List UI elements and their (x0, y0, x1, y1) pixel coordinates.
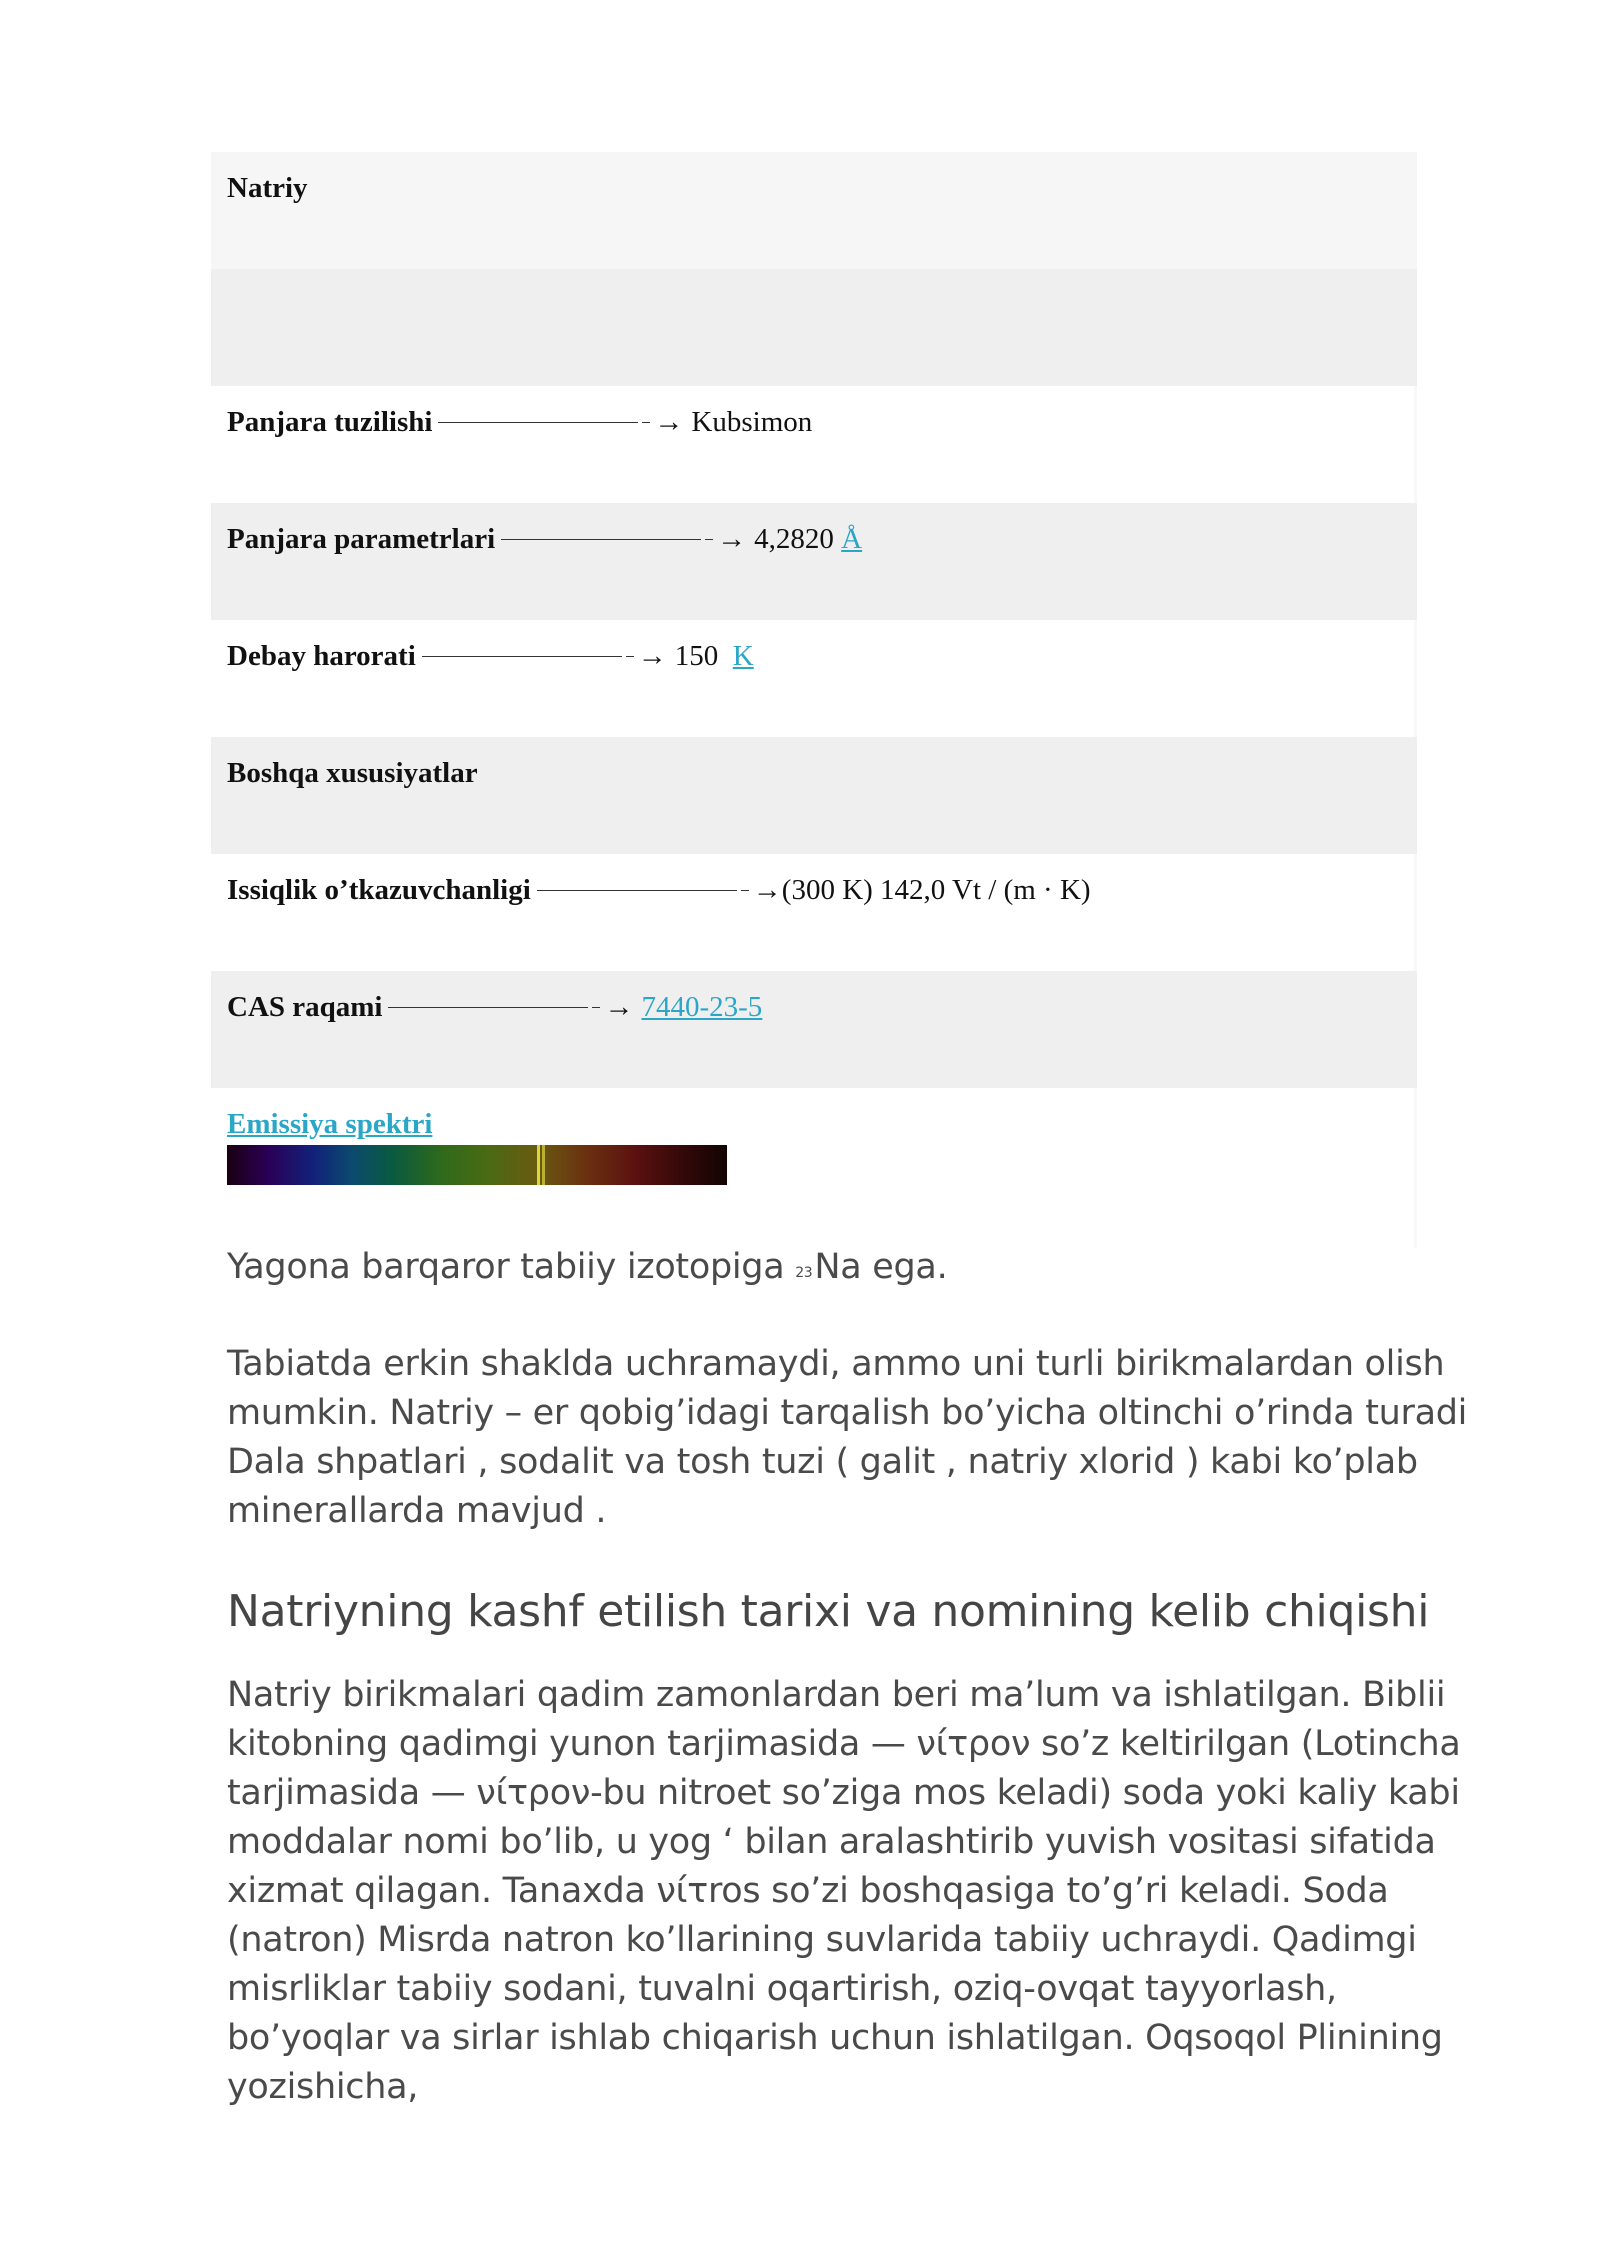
leader-line (438, 422, 638, 423)
cas-row (211, 971, 1417, 1088)
emission-spectrum-link[interactable]: Emissiya spektri (227, 1108, 433, 1140)
debye-label: Debay harorati (227, 640, 416, 672)
section-heading (227, 1584, 1487, 1640)
lattice-params-row (211, 503, 1417, 620)
debye-row (211, 620, 1414, 737)
leader-line (388, 1007, 588, 1008)
arrow-icon: → (604, 991, 634, 1023)
emission-spectrum-row (211, 1088, 1414, 1248)
thermal-conductivity-value: (300 K) 142,0 Vt / (m · K) (781, 874, 1091, 906)
spectrum-line (537, 1145, 540, 1185)
infobox-title-row (211, 152, 1417, 269)
spectrum-line (542, 1145, 545, 1185)
section-heading-text: Natriyning kashf etilish tarixi va nomining kelib chiqishi (227, 1586, 1430, 1637)
lattice-params-value: 4,2820 (754, 523, 834, 555)
lattice-structure-value: Kubsimon (691, 406, 813, 438)
lattice-structure-label: Panjara tuzilishi (227, 406, 433, 438)
isotope-text-start: Yagona barqaror tabiiy izotopiga (227, 1247, 796, 1287)
angstrom-link[interactable]: Å (841, 523, 863, 555)
cas-number-link[interactable]: 7440-23-5 (641, 991, 763, 1023)
thermal-conductivity-row (211, 854, 1414, 971)
history-paragraph (227, 1671, 1487, 2112)
leader-line (537, 890, 737, 891)
arrow-icon: → (637, 640, 667, 672)
leader-line (501, 539, 701, 540)
occurrence-text: Tabiatda erkin shaklda uchramaydi, ammo uni turli birikmalardan olish mumkin. Natriy – er qobig’idagi tarqalish bo’yicha oltinchi o’rinda turadi Dala shpatlari , sodalit va tosh tuzi ( galit , natriy xlorid ) kabi ko’plab minerallarda mavjud . (227, 1344, 1468, 1531)
isotope-sentence (227, 1243, 1487, 1292)
cas-label: CAS raqami (227, 991, 383, 1023)
arrow-icon: → (717, 523, 747, 555)
lattice-structure-row (211, 386, 1414, 503)
arrow-icon: → (654, 406, 684, 438)
element-infobox (211, 152, 1417, 1248)
leader-line (422, 656, 622, 657)
other-properties-row (211, 737, 1417, 854)
infobox-image-row (211, 269, 1417, 386)
leader-dash (741, 890, 749, 891)
leader-dash (592, 1007, 600, 1008)
emission-spectrum-image (227, 1145, 727, 1185)
lattice-params-label: Panjara parametrlari (227, 523, 496, 555)
occurrence-paragraph (227, 1340, 1487, 1536)
isotope-mass-number: 23 (795, 1265, 813, 1281)
isotope-text-end: Na ega. (814, 1247, 948, 1287)
thermal-conductivity-label: Issiqlik o’tkazuvchanligi (227, 874, 531, 906)
leader-dash (626, 656, 634, 657)
kelvin-link[interactable]: K (732, 640, 754, 672)
infobox-title: Natriy (227, 172, 308, 204)
leader-dash (705, 539, 713, 540)
other-properties-header: Boshqa xususiyatlar (227, 757, 478, 789)
arrow-icon: → (752, 874, 782, 906)
debye-value: 150 (674, 640, 719, 672)
leader-dash (642, 422, 650, 423)
history-text: Natriy birikmalari qadim zamonlardan beri ma’lum va ishlatilgan. Biblii kitobning qadimgi yunon tarjimasida — νίτρον so’z keltirilgan (Lotincha tarjimasida — νίτρον-bu nitroet so’ziga mos keladi) soda yoki kaliy kabi moddalar nomi bo’lib, u yog ‘ bilan aralashtirib yuvish vositasi sifatida xizmat qilagan. Tanaxda νίτros so’zi boshqasiga to’g’ri keladi. Soda (natron) Misrda natron ko’llarining suvlarida tabiiy uchraydi. Qadimgi misrliklar tabiiy sodani, tuvalni oqartirish, oziq-ovqat tayyorlash, bo’yoqlar va sirlar ishlab chiqarish uchun ishlatilgan. Oqsoqol Plinining yozishicha, (227, 1675, 1461, 2107)
